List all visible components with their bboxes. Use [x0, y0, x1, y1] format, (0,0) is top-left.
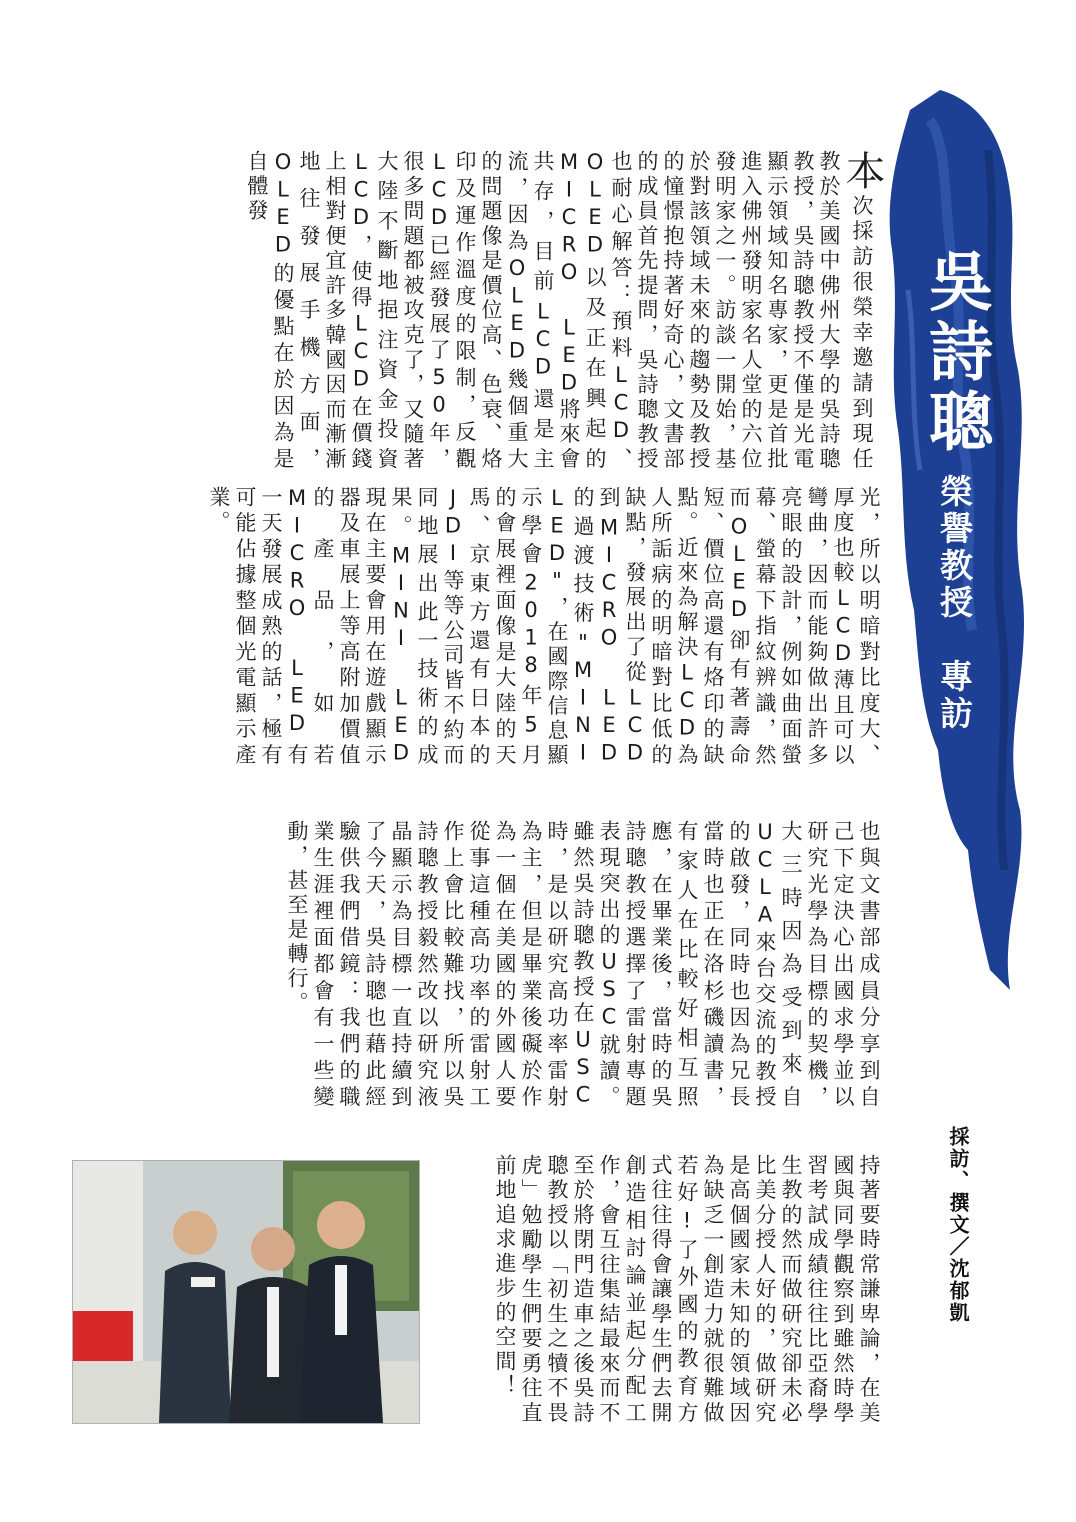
article-block-2: [207, 486, 882, 768]
article-block-3: [146, 820, 882, 1110]
article-block-4: [430, 1154, 882, 1426]
article-byline: 採訪、撰文／沈郁凱: [946, 1126, 970, 1324]
article-subtitle: 榮譽教授 專訪: [935, 474, 974, 733]
article-text-3: 也與文書部成員分享到自己下定決心出國求學並以研究光學為目標的契機，大三時因為受到來自UCLA來台交流的教授的啟發，同時也因為兄長當時也正在洛杉磯讀書，有家人在比較好相互照應，在畢業後，當時的吳詩聰教授選擇了雷射專題表現突出的USC就讀。雖然吳詩聰教授在USC時，是以研究高功率雷射為主，但是畢業後礙於作為一個在美國的外國人要從事這種高功率的雷射工作上會比較難找，所以吳詩聰教授毅然改以研究液晶顯示為目標一直持續到了今天，吳詩聰也藉此經驗供我們借鏡：我們的職業生涯裡面都會有一些變動，甚至是轉行。: [285, 820, 881, 1110]
interviewee-name: 吳詩聰: [918, 248, 992, 458]
article-block-1: [122, 150, 885, 473]
group-photo: [72, 1160, 420, 1424]
article-text-1: 次採訪很榮幸邀請到現任教於美國中佛州大學的吳詩聰教授，吳詩聰教授不僅是光電顯示領域知名專家，更是首批進入佛州發明家名人堂的六位發明家之一。訪談一開始，基於對該領域未來的趨勢及教授的憧憬抱持著好奇心，文書部的成員首先提問，吳詩聰教授也耐心解答：預料LCD、OLED以及正在興起的MICRO LED將來會共存，目前LCD還是主流，因為OLED幾個重大的問題像是價位高、色衰、烙印及運作溫度的限制，反觀LCD已經發展了50年，很多問題都被攻克了，又隨著大陸不斷地挹注資金投資LCD，使得LCD在價錢上相對便宜許多韓國因而漸漸地往發展手機方面，OLED的優點在於因為是自體發: [245, 150, 874, 473]
article-text-2: 光，所以明暗對比度大、厚度也較LCD薄且可以彎曲，因而能夠做出許多亮眼的設計，例如曲面螢幕、螢幕下指紋辨識，然而OLED卻有著壽命短、價位高還有烙印的缺點。近來為解決LCD為人所詬病的明暗對比低的缺點，發展出了從LCD到MICRO LED的過渡技術"MINI LED"，在國際信息顯示學會2018年5月的會展裡面像是大陸的天馬、京東方還有日本的JDI等等公司皆不約而同地展出此一技術的成果。MINI LED現在主要會用在遊戲顯示器及車展上等高附加價值的產品，如若MICRO LED有一天發展成熟的話，極有可能佔據整個光電顯示產業。: [207, 486, 881, 768]
photo-illustration: [73, 1161, 419, 1423]
drop-cap: 本: [839, 150, 885, 195]
article-text-4: 持著要時常謙卑論，在美國與同學觀察到雖然時學習考試成績往往比亞裔學生教的然而做研究卻未必比美分授人好的，做研究是高個國家未知的領域因為缺乏一創造力就很難做若好!了外國的教育方式往往得會讓學生們去開創造相討論並起分配工作，會互往集結最來而不至於將閉門造車之後吳詩聰教授以「初生之犢不畏虎」勉勵學生們要勇往直前地追求進步的空間！: [493, 1154, 881, 1426]
